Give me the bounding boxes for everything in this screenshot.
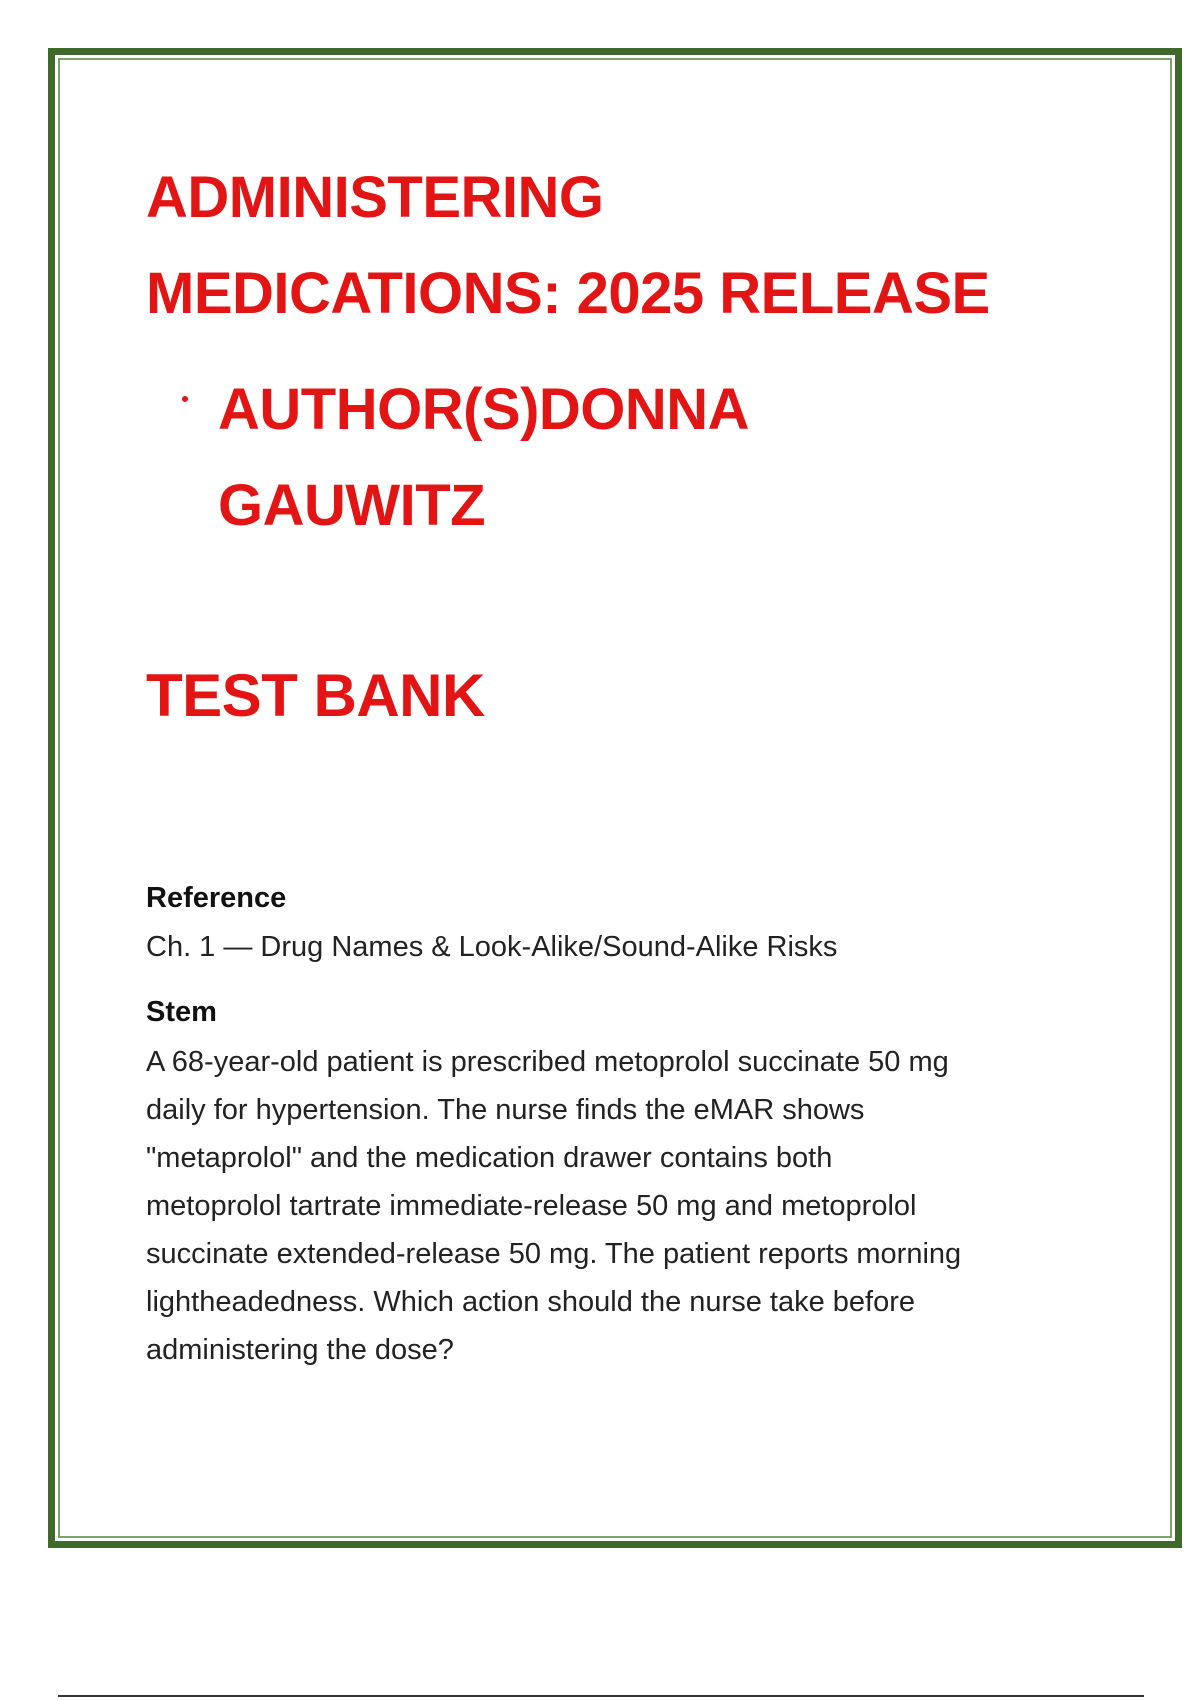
reference-label: Reference xyxy=(146,882,287,914)
reference-text: Ch. 1 — Drug Names & Look-Alike/Sound-Alike Risks xyxy=(146,931,838,963)
title-line-1: ADMINISTERING xyxy=(146,165,604,230)
stem-line: administering the dose? xyxy=(146,1334,454,1366)
stem-line: metoprolol tartrate immediate-release 50 mg and metoprolol xyxy=(146,1190,917,1222)
document-title xyxy=(146,150,990,342)
stem-text xyxy=(146,1038,1106,1374)
footer-divider xyxy=(58,1695,1144,1697)
stem-label: Stem xyxy=(146,996,217,1028)
stem-line: "metaprolol" and the medication drawer contains both xyxy=(146,1142,833,1174)
test-bank-heading: TEST BANK xyxy=(146,662,485,729)
title-line-2: MEDICATIONS: 2025 RELEASE xyxy=(146,261,990,326)
stem-line: daily for hypertension. The nurse finds the eMAR shows xyxy=(146,1094,865,1126)
bullet-icon xyxy=(182,396,188,402)
stem-line: lightheadedness. Which action should the nurse take before xyxy=(146,1286,915,1318)
stem-line: succinate extended-release 50 mg. The patient reports morning xyxy=(146,1238,962,1270)
author-line-1: AUTHOR(S)DONNA xyxy=(218,377,750,442)
author-line-2: GAUWITZ xyxy=(218,473,486,538)
stem-line: A 68-year-old patient is prescribed metoprolol succinate 50 mg xyxy=(146,1046,949,1078)
author-block xyxy=(218,362,749,554)
